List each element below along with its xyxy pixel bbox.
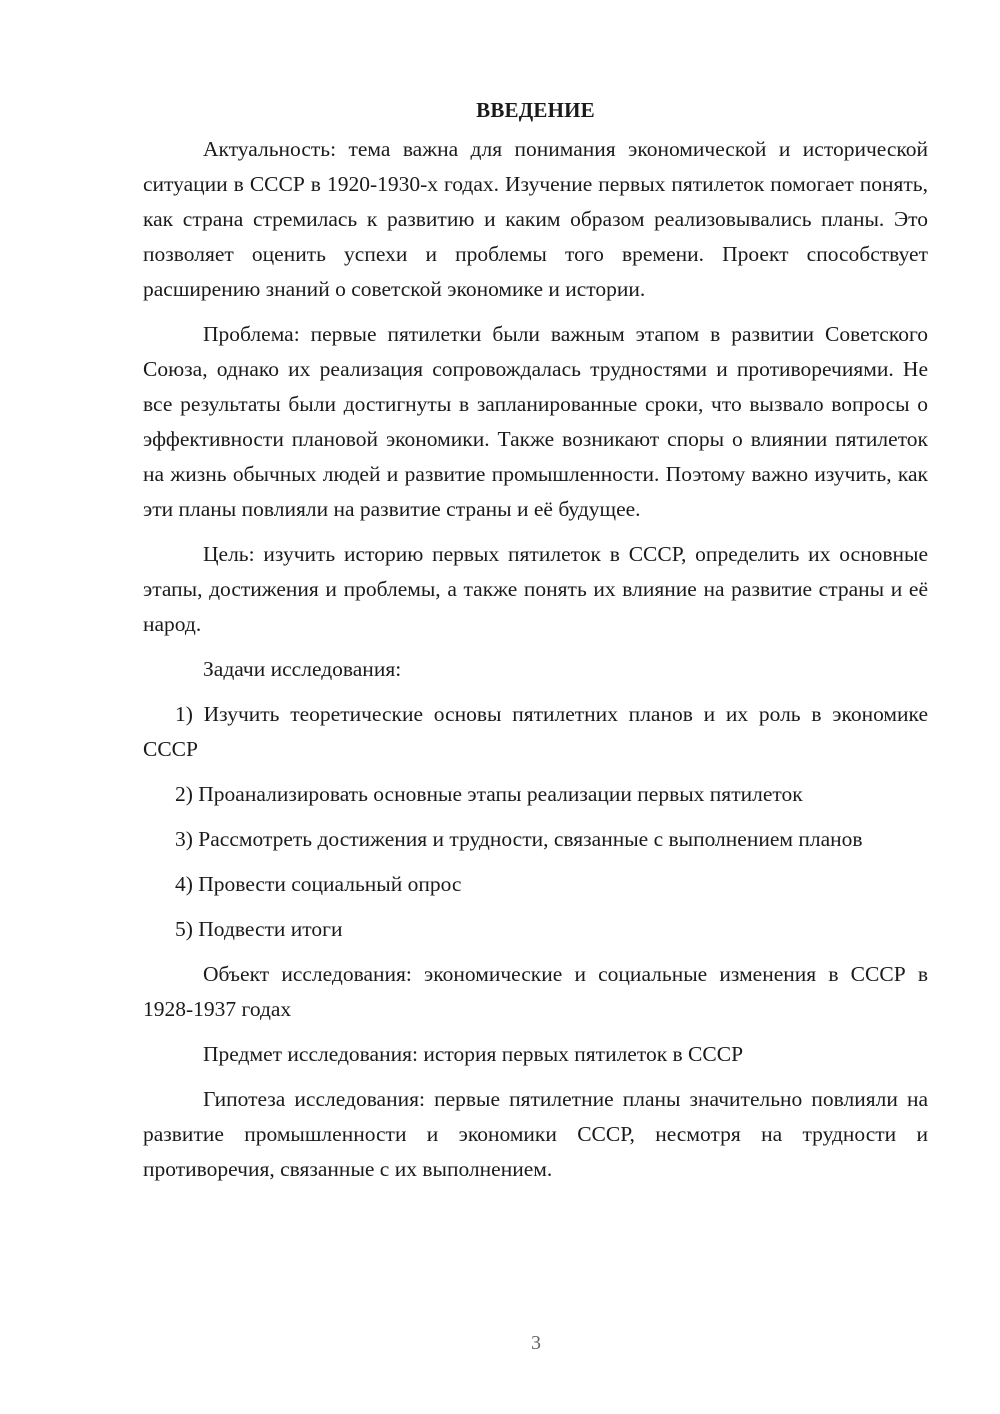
paragraph-hypothesis: Гипотеза исследования: первые пятилетние планы значительно повлияли на развитие промышленности и экономики СССР, несмотря на трудности и противоречия, связанные с их выполнением.: [143, 1087, 928, 1181]
paragraph-tasks-heading: Задачи исследования:: [203, 657, 402, 681]
paragraph-problem: Проблема: первые пятилетки были важным этапом в развитии Советского Союза, однако их реализация сопровождалась трудностями и противоречиями. Не все результаты были достигнуты в запланированные сроки, что вызвало вопросы о эффективности плановой экономики. Также возникают споры о влиянии пятилеток на жизнь обычных людей и развитие промышленности. Поэтому важно изучить, как эти планы повлияли на развитие страны и её будущее.: [143, 322, 928, 521]
paragraph-object: Объект исследования: экономические и социальные изменения в СССР в 1928-1937 годах: [143, 962, 928, 1021]
task-item-3: 3) Рассмотреть достижения и трудности, связанные с выполнением планов: [175, 827, 863, 851]
page-number: 3: [531, 1332, 541, 1354]
task-item-4: 4) Провести социальный опрос: [175, 872, 462, 896]
document-page: [143, 92, 928, 1197]
task-item-1: 1) Изучить теоретические основы пятилетних планов и их роль в экономике СССР: [143, 702, 928, 761]
paragraph-relevance: Актуальность: тема важна для понимания экономической и исторической ситуации в СССР в 1920-1930-х годах. Изучение первых пятилеток помогает понять, как страна стремилась к развитию и каким образом реализовывались планы. Это позволяет оценить успехи и проблемы того времени. Проект способствует расширению знаний о советской экономике и истории.: [143, 137, 928, 301]
section-title: ВВЕДЕНИЕ: [476, 98, 595, 122]
paragraph-goal: Цель: изучить историю первых пятилеток в СССР, определить их основные этапы, достижения и проблемы, а также понять их влияние на развитие страны и её народ.: [143, 542, 928, 636]
task-item-2: 2) Проанализировать основные этапы реализации первых пятилеток: [175, 782, 803, 806]
paragraph-subject: Предмет исследования: история первых пятилеток в СССР: [203, 1042, 744, 1066]
task-item-5: 5) Подвести итоги: [175, 917, 343, 941]
